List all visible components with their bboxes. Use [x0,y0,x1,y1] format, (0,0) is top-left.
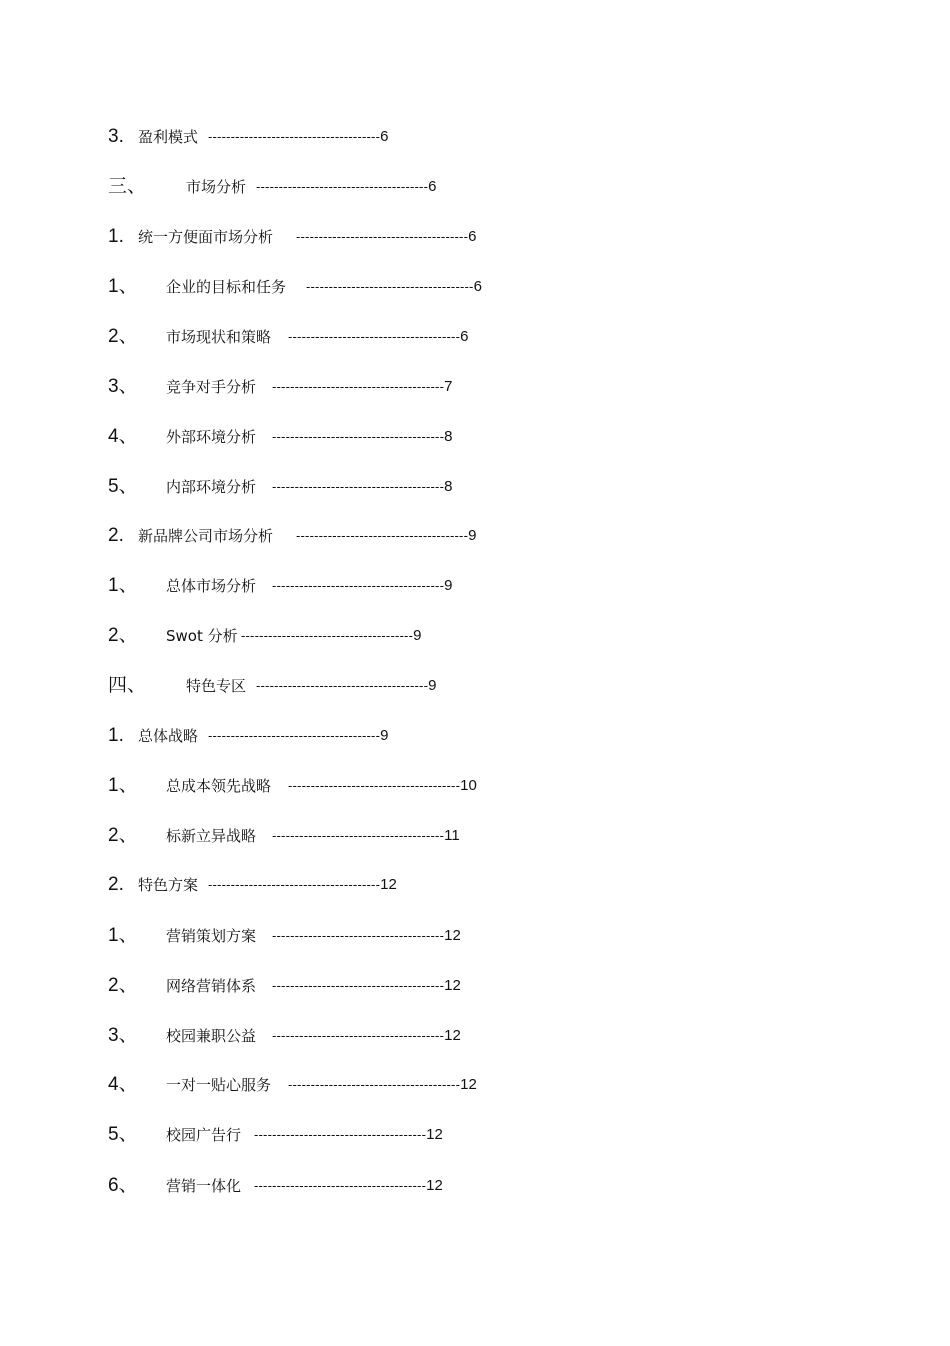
toc-entry-page: 6 [428,178,437,195]
toc-entry-title: 外部环境分析 [166,428,257,446]
toc-entry-page: 9 [428,677,437,694]
toc-entry [108,1122,443,1148]
toc-entry-leader: -------------------------------------- [208,877,381,892]
toc-entry-number: 2、 [108,625,138,646]
toc-entry-page: 10 [460,777,477,794]
toc-entry [108,374,452,400]
toc-entry-title: 标新立异战略 [166,827,257,845]
toc-entry-leader: -------------------------------------- [272,379,445,394]
toc-entry-leader: -------------------------------------- [208,129,381,144]
toc-entry [108,274,482,300]
toc-entry-leader: -------------------------------------- [241,628,414,643]
toc-entry-leader: ------------------------------------- [306,279,474,294]
toc-entry-page: 6 [380,128,389,145]
toc-entry-number: 1. [108,725,124,746]
toc-entry-page: 6 [468,228,477,245]
toc-entry [108,973,461,999]
toc-entry-page: 9 [444,577,453,594]
toc-entry-number: 1. [108,226,124,247]
toc-entry [108,324,468,350]
toc-entry-number: 1、 [108,276,138,297]
toc-entry-title: 营销策划方案 [166,927,257,945]
toc-entry-title: 特色方案 [138,876,199,894]
toc-entry-title: 市场分析 [186,178,247,196]
toc-entry-leader: -------------------------------------- [272,1028,445,1043]
toc-entry-leader: -------------------------------------- [272,828,445,843]
toc-entry-number: 2. [108,874,124,895]
toc-entry-number: 1、 [108,575,138,596]
toc-entry-title: 一对一贴心服务 [166,1076,272,1094]
toc-entry-page: 7 [444,378,453,395]
toc-entry-page: 12 [444,977,461,994]
toc-entry-page: 12 [380,876,397,893]
toc-entry-title: 内部环境分析 [166,478,257,496]
toc-entry-title: 竞争对手分析 [166,378,257,396]
toc-entry-page: 9 [380,727,389,744]
toc-entry-number: 6、 [108,1175,138,1196]
toc-entry [108,623,421,649]
toc-entry-leader: -------------------------------------- [288,329,461,344]
toc-entry-leader: -------------------------------------- [288,778,461,793]
toc-entry-leader: -------------------------------------- [254,1127,427,1142]
toc-entry-leader: -------------------------------------- [272,928,445,943]
toc-entry-page: 12 [444,1027,461,1044]
toc-entry-number: 3、 [108,1025,138,1046]
toc-entry-page: 6 [473,278,482,295]
toc-entry-title: 总体市场分析 [166,577,257,595]
toc-entry-page: 12 [426,1126,443,1143]
toc-entry-number: 3、 [108,376,138,397]
toc-entry-page: 11 [444,827,460,844]
toc-entry-number: 2、 [108,975,138,996]
toc-entry-number: 5、 [108,476,138,497]
toc-entry [108,773,477,799]
toc-entry-title: 特色专区 [186,677,247,695]
toc-entry-number: 三、 [108,176,147,197]
toc-entry-title: 总体战略 [138,727,199,745]
toc-entry-leader: -------------------------------------- [256,179,429,194]
toc-entry-page: 9 [468,527,477,544]
toc-entry-number: 2、 [108,825,138,846]
toc-entry-title: 校园兼职公益 [166,1027,257,1045]
toc-entry [108,723,388,749]
toc-entry-number: 3. [108,126,124,147]
toc-entry-leader: -------------------------------------- [288,1077,461,1092]
toc-entry-page: 8 [444,478,453,495]
toc-entry-leader: -------------------------------------- [208,728,381,743]
toc-entry-number: 四、 [108,675,147,696]
toc-entry-page: 12 [460,1076,477,1093]
toc-entry-title: 总成本领先战略 [166,777,272,795]
toc-entry [108,523,476,549]
toc-entry-leader: -------------------------------------- [272,479,445,494]
toc-entry [108,474,452,500]
toc-entry [108,673,436,699]
toc-entry [108,424,452,450]
toc-entry [108,823,460,849]
toc-entry-title: 新品牌公司市场分析 [138,527,274,545]
toc-entry-leader: -------------------------------------- [272,429,445,444]
toc-entry [108,224,476,250]
toc-entry-number: 4、 [108,426,138,447]
toc-entry-page: 6 [460,328,469,345]
toc-entry-leader: -------------------------------------- [272,578,445,593]
toc-entry-title: Swot 分析 [166,627,238,645]
toc-entry [108,1023,461,1049]
toc-entry-leader: -------------------------------------- [296,229,469,244]
toc-entry-number: 4、 [108,1074,138,1095]
toc-entry-title: 市场现状和策略 [166,328,272,346]
toc-entry [108,872,397,898]
toc-entry [108,1072,477,1098]
toc-entry-title: 盈利模式 [138,128,199,146]
toc-entry [108,1173,443,1199]
toc-entry-number: 5、 [108,1124,138,1145]
toc-entry-number: 1、 [108,775,138,796]
toc-entry [108,124,388,150]
toc-entry-title: 营销一体化 [166,1177,242,1195]
toc-entry-page: 12 [426,1177,443,1194]
toc-entry-leader: -------------------------------------- [296,528,469,543]
toc-entry-page: 9 [413,627,422,644]
toc-entry-number: 1、 [108,925,138,946]
toc-entry-number: 2. [108,525,124,546]
toc-entry-leader: -------------------------------------- [272,978,445,993]
toc-entry-page: 8 [444,428,453,445]
toc-entry-number: 2、 [108,326,138,347]
toc-entry-title: 统一方便面市场分析 [138,228,274,246]
toc-entry [108,573,452,599]
toc-entry [108,174,436,200]
toc-entry-page: 12 [444,927,461,944]
toc-entry-leader: -------------------------------------- [256,678,429,693]
toc-entry-leader: -------------------------------------- [254,1178,427,1193]
toc-entry-title: 企业的目标和任务 [166,278,287,296]
toc-entry [108,923,461,949]
toc-entry-title: 网络营销体系 [166,977,257,995]
toc-entry-title: 校园广告行 [166,1126,242,1144]
